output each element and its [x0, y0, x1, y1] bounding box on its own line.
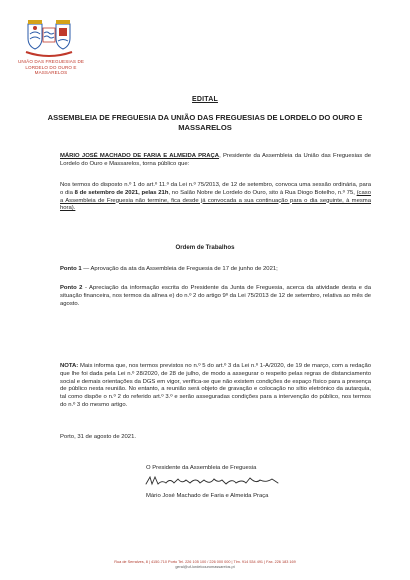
session-datetime: 8 de setembro de 2021, pelas 21h	[74, 189, 169, 196]
agenda-item-2: Ponto 2 - Apreciação da informação escrita do Presidente da Junta de Freguesia, acerca da atividade desta e da situação financeira, nos termos da alínea e) do n.º 2 do artigo 9º da Lei 75/2013 de 12 de setembro, relativa ao mês de agosto.	[60, 285, 371, 307]
signature-block	[146, 465, 336, 500]
footer-email[interactable]: geral@uf-lordeloouromassarelos.pt	[175, 565, 235, 569]
signature-role: O Presidente da Assembleia de Freguesia	[146, 465, 257, 471]
agenda-title: Ordem de Trabalhos	[175, 244, 235, 251]
left-shield-icon	[28, 20, 42, 49]
continuation-note: (caso a Assembleia de Freguesia não termine, fica desde já convocada a sua continuação para o dia seguinte, à mesma hora).	[60, 189, 371, 212]
agenda-item-1: Ponto 1 — Aprovação da ata da Assembleia de Freguesia de 17 de junho de 2021;	[60, 266, 278, 272]
organization-name: UNIÃO DAS FREGUESIAS DE LORDELO DO OURO E MASSARELOS	[17, 59, 85, 76]
document-headline: ASSEMBLEIA DE FREGUESIA DA UNIÃO DAS FREGUESIAS DE LORDELO DO OURO E MASSARELOS	[47, 113, 363, 132]
date-line: Porto, 31 de agosto de 2021.	[60, 434, 136, 440]
president-name: MÁRIO JOSÉ MACHADO DE FARIA E ALMEIDA PRAÇA	[60, 153, 220, 159]
parish-crest-logo	[22, 14, 76, 60]
convocation-paragraph: Nos termos do disposto n.º 1 do art.º 11.º da Lei n.º 75/2013, de 12 de setembro, convoca uma sessão ordinária, para o dia 8 de setembro de 2021, pelas 21h, no Salão Nobre de Lordelo do Ouro, sito à Rua Diogo Botelho, n.º 75, (caso a Assembleia de Freguesia não termine, fica desde já convocada a sua continuação para o dia seguinte, à mesma hora).	[60, 182, 371, 212]
note-paragraph: NOTA: Mais informa que, nos termos previstos no n.º 5 do art.º 3 da Lei n.º 1-A/2020, de 19 de março, com a redação que lhe foi dada pela Lei n.º 28/2020, de 28 de julho, de modo a assegurar o respeito pelas regras de distanciamento social e demais orientações da DGS em vigor, verifica-se que não existem condições de espaço físico para a presença de público nesta reunião. No entanto, a reunião será objeto de gravação e colocação no sítio eletrónico da autarquia, tal como dispõe o n.º 2 do referido art.º 3.º e serão asseguradas condições para a intervenção do público, nos termos do n.º 3 do mesmo artigo.	[60, 363, 371, 408]
central-wave-icon	[43, 28, 55, 42]
handwritten-signature	[142, 474, 292, 488]
document-title: EDITAL	[192, 96, 218, 103]
signature-name: Mário José Machado de Faria e Almeida Praça	[146, 492, 269, 499]
footer-address: Rua de Serralves, 8 | 4150-710 Porto Tel. 226 105 100 / 226 000 000 | Tlm. 914 534 491 | Fax. 226 183 169	[114, 560, 296, 564]
footer-contacts	[0, 560, 410, 570]
right-shield-icon	[56, 20, 70, 49]
intro-paragraph: MÁRIO JOSÉ MACHADO DE FARIA E ALMEIDA PRAÇA, Presidente da Assembleia da União das Freguesias de Lordelo do Ouro e Massarelos, torna público que:	[60, 153, 371, 167]
